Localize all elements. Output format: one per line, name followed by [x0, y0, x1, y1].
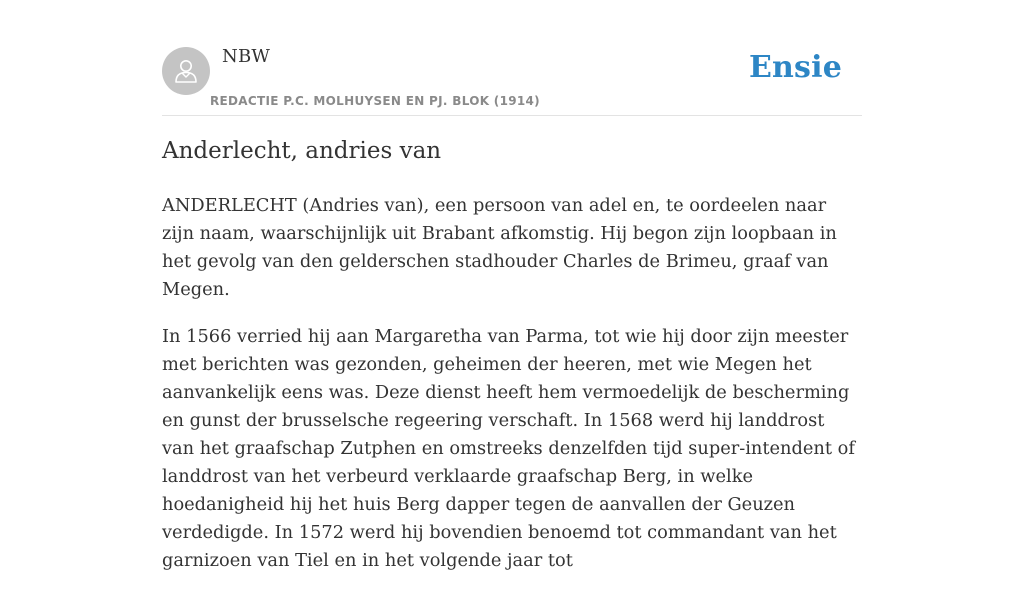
user-icon [171, 56, 201, 86]
article-body [162, 192, 862, 594]
avatar[interactable] [162, 47, 210, 95]
article-title: Anderlecht, andries van [162, 138, 442, 164]
content-container [162, 0, 862, 571]
article-paragraph: In 1566 verried hij aan Margaretha van Parma, tot wie hij door zijn meester met berichten was gezonden, geheimen der heeren, met wie Megen het aanvankelijk eens was. Deze dienst heeft hem vermoedelijk de bescherming en gunst der brusselsche regeering verschaft. In 1568 werd hij landdrost van het graafschap Zutphen en omstreeks denzelfden tijd super-intendent of landdrost van het verbeurd verklaarde graafschap Berg, in welke hoedanigheid hij het huis Berg dapper tegen de aanvallen der Geuzen verdedigde. In 1572 werd hij bovendien benoemd tot commandant van het garnizoen van Tiel en in het volgende jaar tot [162, 326, 855, 571]
article-paragraph: ANDERLECHT (Andries van), een persoon van adel en, te oordeelen naar zijn naam, waarschijnlijk uit Brabant afkomstig. Hij begon zijn loopbaan in het gevolg van den gelderschen stadhouder Charles de Brimeu, graaf van Megen. [162, 195, 837, 300]
article-header [162, 0, 862, 116]
author-subtitle: REDACTIE P.C. MOLHUYSEN EN PJ. BLOK (1914) [210, 94, 540, 108]
author-name[interactable]: NBW [222, 46, 271, 67]
brand-logo[interactable]: Ensie [748, 50, 842, 85]
